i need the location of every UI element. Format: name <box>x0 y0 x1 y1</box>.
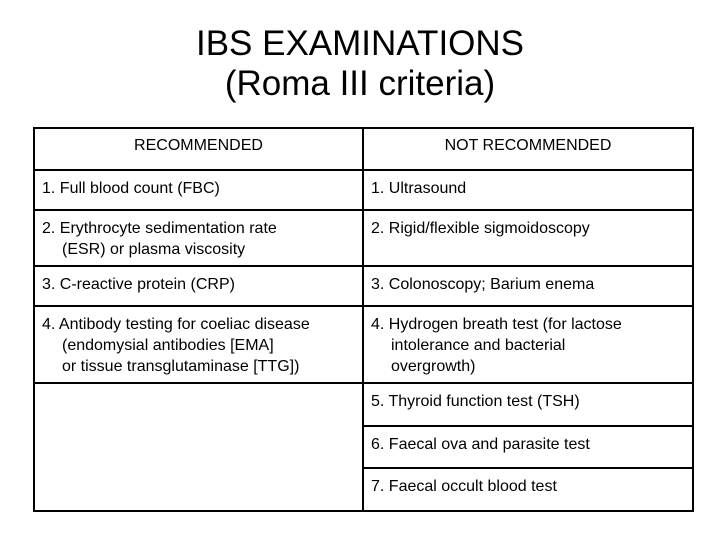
not-recommended-item: 6. Faecal ova and parasite test <box>371 436 590 453</box>
not-recommended-cell <box>363 210 693 266</box>
recommended-cell <box>34 210 363 266</box>
not-recommended-item: 5. Thyroid function test (TSH) <box>371 393 580 410</box>
header-recommended-label: RECOMMENDED <box>134 137 263 154</box>
recommended-empty-cell <box>34 383 363 511</box>
examinations-table <box>33 127 694 512</box>
title-line-2: (Roma III criteria) <box>224 64 496 103</box>
not-recommended-cell <box>363 170 693 210</box>
not-recommended-item: 7. Faecal occult blood test <box>371 478 557 495</box>
header-not-recommended-label: NOT RECOMMENDED <box>444 137 612 154</box>
table-header-row <box>34 128 693 170</box>
recommended-cell <box>34 170 363 210</box>
not-recommended-cell <box>363 383 693 426</box>
recommended-item: 2. Erythrocyte sedimentation rate (ESR) or plasma viscosity <box>42 220 277 258</box>
header-not-recommended <box>363 128 693 170</box>
recommended-item: 3. C-reactive protein (CRP) <box>42 276 235 293</box>
not-recommended-item: 4. Hydrogen breath test (for lactose intolerance and bacterial overgrowth) <box>371 316 622 375</box>
table-row <box>34 383 693 426</box>
not-recommended-cell <box>363 468 693 511</box>
table-row <box>34 266 693 306</box>
recommended-cell <box>34 306 363 383</box>
header-recommended <box>34 128 363 170</box>
not-recommended-item: 2. Rigid/flexible sigmoidoscopy <box>371 220 590 237</box>
title-line-1: IBS EXAMINATIONS <box>195 24 525 63</box>
recommended-item: 1. Full blood count (FBC) <box>42 180 220 197</box>
not-recommended-cell <box>363 266 693 306</box>
not-recommended-cell <box>363 426 693 468</box>
table-row <box>34 170 693 210</box>
page-title <box>0 24 720 104</box>
not-recommended-item: 1. Ultrasound <box>371 180 467 197</box>
not-recommended-cell <box>363 306 693 383</box>
recommended-cell <box>34 266 363 306</box>
not-recommended-item: 3. Colonoscopy; Barium enema <box>371 276 595 293</box>
table-row <box>34 306 693 383</box>
recommended-item: 4. Antibody testing for coeliac disease (endomysial antibodies [EMA] or tissue transglutaminase [TTG]) <box>42 316 310 375</box>
table-row <box>34 210 693 266</box>
